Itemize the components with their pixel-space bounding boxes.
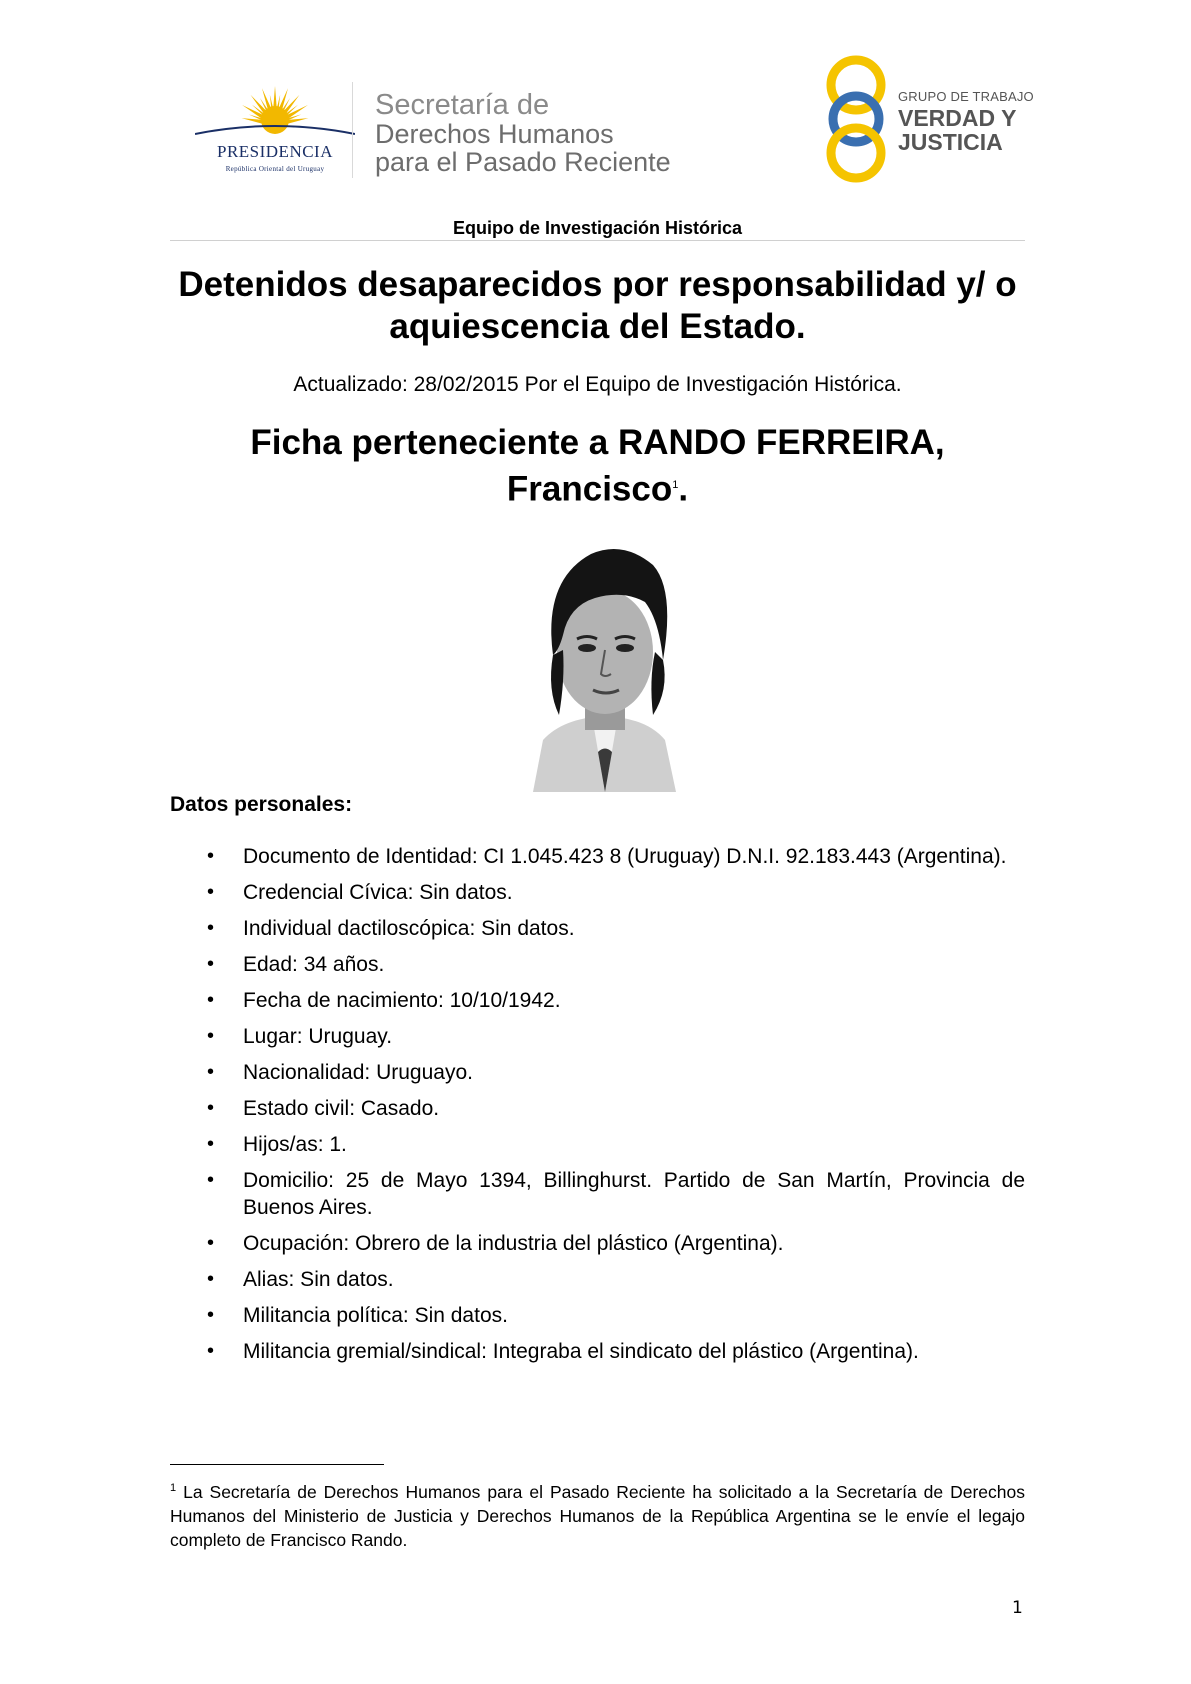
- ficha-title-name: Francisco: [506, 469, 673, 509]
- datos-item-nacimiento: • Fecha de nacimiento: 10/10/1942.: [205, 987, 1025, 1014]
- ficha-title-period: .: [678, 469, 689, 509]
- footnote-mark: 1: [170, 1482, 177, 1494]
- ficha-title-line-1: Ficha perteneciente a RANDO FERREIRA,: [250, 423, 945, 462]
- footnote: [170, 1476, 1025, 1552]
- secretaria-line-1: Secretaría de: [375, 89, 550, 121]
- datos-item-militancia-gremial: • Militancia gremial/sindical: Integraba el sindicato del plástico (Argentina).: [205, 1338, 1025, 1365]
- document-title: Detenidos desaparecidos por responsabilidad y/ o aquiescencia del Estado.: [178, 265, 1017, 346]
- presidencia-name: PRESIDENCIA: [216, 142, 333, 161]
- datos-item-militancia-politica: • Militancia política: Sin datos.: [205, 1302, 1025, 1329]
- secretaria-line-3: para el Pasado Reciente: [375, 147, 671, 177]
- team-header: Equipo de Investigación Histórica: [452, 218, 743, 238]
- datos-item-alias: • Alias: Sin datos.: [205, 1266, 1025, 1293]
- portrait-photo: [513, 540, 696, 792]
- datos-item-domicilio: • Domicilio: 25 de Mayo 1394, Billinghurst. Partido de San Martín, Provincia de Buenos Aires.: [205, 1167, 1025, 1221]
- datos-item-edad: • Edad: 34 años.: [205, 951, 1025, 978]
- datos-item-ocupacion: • Ocupación: Obrero de la industria del plástico (Argentina).: [205, 1230, 1025, 1257]
- verdad-justicia-logo: [818, 55, 1033, 183]
- secretaria-line-2: Derechos Humanos: [375, 119, 614, 149]
- footnote-text: La Secretaría de Derechos Humanos para el Pasado Reciente ha solicitado a la Secretaría de Derechos Humanos del Ministerio de Justicia y Derechos Humanos de la República Argentina se le envíe el legajo completo de Francisco Rando.: [170, 1481, 1025, 1550]
- header-rule: [170, 240, 1025, 241]
- updated-line: Actualizado: 28/02/2015 Por el Equipo de Investigación Histórica.: [293, 373, 902, 396]
- grupo-small-label: GRUPO DE TRABAJO: [898, 89, 1034, 104]
- page-number: 1: [1012, 1598, 1023, 1618]
- datos-personales-list: [205, 843, 1025, 1374]
- datos-item-hijos: • Hijos/as: 1.: [205, 1131, 1025, 1158]
- grupo-line-2: JUSTICIA: [898, 129, 1003, 155]
- footnote-separator: [170, 1464, 384, 1465]
- presidencia-subtitle: República Oriental del Uruguay: [225, 165, 325, 173]
- footnote-reference[interactable]: 1: [672, 479, 679, 491]
- datos-item-dactiloscopica: • Individual dactiloscópica: Sin datos.: [205, 915, 1025, 942]
- logo-divider: [352, 82, 353, 178]
- datos-item-credencial: • Credencial Cívica: Sin datos.: [205, 879, 1025, 906]
- ficha-title: [170, 422, 1025, 511]
- datos-item-nacionalidad: • Nacionalidad: Uruguayo.: [205, 1059, 1025, 1086]
- datos-personales-heading: Datos personales:: [170, 793, 353, 816]
- sun-emblem-icon: [195, 78, 355, 142]
- datos-item-documento: • Documento de Identidad: CI 1.045.423 8 (Uruguay) D.N.I. 92.183.443 (Argentina).: [205, 843, 1025, 870]
- interlocked-rings-icon: [818, 55, 898, 183]
- grupo-line-1: VERDAD Y: [898, 105, 1017, 131]
- secretaria-logo: [375, 90, 715, 176]
- datos-item-lugar: • Lugar: Uruguay.: [205, 1023, 1025, 1050]
- presidencia-logo: [195, 78, 355, 178]
- datos-item-estado-civil: • Estado civil: Casado.: [205, 1095, 1025, 1122]
